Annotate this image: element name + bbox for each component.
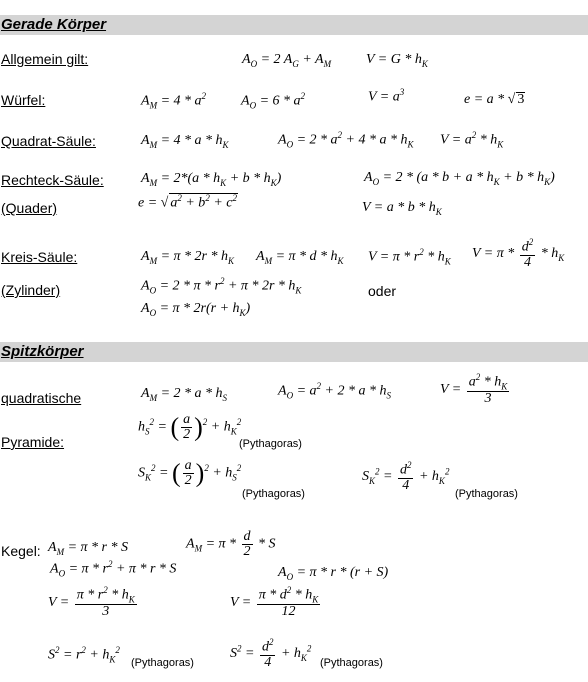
formula-am-quadrat: $A_M = 4 * a * h_K$ <box>141 133 229 150</box>
formula-am-kegel-1: $A_M = \pi * r * S$ <box>48 540 128 557</box>
label-quader: (Quader) <box>1 200 58 216</box>
formula-v-rechteck: $V = a * b * h_K$ <box>362 200 442 217</box>
note-pythagoras-2: (Pythagoras) <box>242 488 305 500</box>
formula-ao-wuerfel: $A_O = 6 * a^2$ <box>241 91 306 111</box>
formula-am-zylinder-1: $A_M = \pi * 2r * h_K$ <box>141 249 234 266</box>
formula-v-allgemein: $V = G * h_K$ <box>366 52 428 69</box>
formula-e-wuerfel: e = a * √ 3 <box>464 92 525 107</box>
label-rechteck-saeule: Rechteck-Säule: <box>1 172 104 188</box>
note-pythagoras-4: (Pythagoras) <box>131 657 194 669</box>
formula-hs-pyramide: $h_S^2$ = ( $\frac{a}{2}$ )$^2 + h_K^2$ <box>138 412 242 442</box>
formula-sk-pyramide-2: $S_K^2$ = $\frac{d^2}{4}$ + $h_K^2$ <box>362 460 450 493</box>
formula-v-kegel-2: V = $\frac{\pi * d^2 * h_K}{12}$ <box>230 585 319 620</box>
formula-ao-zylinder-2: $A_O = \pi * 2r(r + h_K)$ <box>141 301 251 318</box>
formula-v-wuerfel: $V = a^3$ <box>368 87 405 105</box>
formula-am-rechteck: $A_M = 2*(a * h_K + b * h_K)$ <box>141 171 282 188</box>
formula-s-kegel-2: $S^2$ = $\frac{d^2}{4}$ + $h_K^2$ <box>230 637 312 670</box>
formula-ao-kegel-2: $A_O = \pi * r * (r + S)$ <box>278 565 389 582</box>
label-kegel: Kegel: <box>1 543 41 559</box>
formula-ao-allgemein: $A_O = 2$ $A_G + A_M$ <box>242 52 332 69</box>
formula-v-zylinder-1: $V = \pi * r^2 * h_K$ <box>368 247 451 267</box>
label-quadrat-saeule: Quadrat-Säule: <box>1 133 96 149</box>
formula-sk-pyramide: $S_K^2$ = ( $\frac{a}{2}$ )$^2 + h_S^2$ <box>138 458 242 488</box>
label-allgemein: Allgemein gilt: <box>1 51 89 67</box>
label-pyramide: Pyramide: <box>1 434 65 450</box>
formula-v-kegel-1: V = $\frac{\pi * r^2 * h_K}{3}$ <box>48 585 135 620</box>
formula-v-quadrat: $V = a^2 * h_K$ <box>440 130 504 150</box>
formula-ao-kegel-1: $A_O = \pi * r^2 + \pi * r * S$ <box>50 559 177 579</box>
section-header-spitzkoerper: Spitzkörper <box>0 342 588 362</box>
section-header-gerade-koerper: Gerade Körper <box>0 15 588 35</box>
label-kreis-saeule: Kreis-Säule: <box>1 249 78 265</box>
label-oder: oder <box>368 283 397 299</box>
formula-ao-quadrat: $A_O = 2 * a^2 + 4 * a * h_K$ <box>278 130 414 150</box>
formula-ao-zylinder-1: $A_O = 2 * \pi * r^2 + \pi * 2r * h_K$ <box>141 276 302 296</box>
formula-s-kegel-1: $S^2 = r^2 + h_K^2$ <box>48 645 120 665</box>
formula-ao-rechteck: $A_O = 2 * (a * b + a * h_K + b * h_K)$ <box>364 170 555 187</box>
label-zylinder: (Zylinder) <box>1 282 61 298</box>
formula-am-zylinder-2: $A_M = \pi * d * h_K$ <box>256 249 344 266</box>
formula-v-pyramide: V = $\frac{a^2 * h_K}{3}$ <box>440 372 508 407</box>
label-wuerfel: Würfel: <box>1 92 46 108</box>
formula-v-zylinder-2: V = π * $\frac{d^2}{4}$ * $h_K$ <box>472 237 565 270</box>
formula-e-quader: e = √ $a^2 + b^2 + c^2$ <box>138 193 237 211</box>
note-pythagoras-5: (Pythagoras) <box>320 657 383 669</box>
formula-am-kegel-2: $A_M = \pi$ * $\frac{d}{2}$ * S <box>186 529 276 559</box>
formula-am-wuerfel: $A_M = 4 * a^2$ <box>141 91 207 111</box>
formula-ao-pyramide: $A_O = a^2 + 2 * a * h_S$ <box>278 381 391 401</box>
label-quadratische: quadratische <box>1 390 82 406</box>
formula-am-pyramide: $A_M = 2 * a * h_S$ <box>141 386 228 403</box>
note-pythagoras-1: (Pythagoras) <box>239 438 302 450</box>
note-pythagoras-3: (Pythagoras) <box>455 488 518 500</box>
